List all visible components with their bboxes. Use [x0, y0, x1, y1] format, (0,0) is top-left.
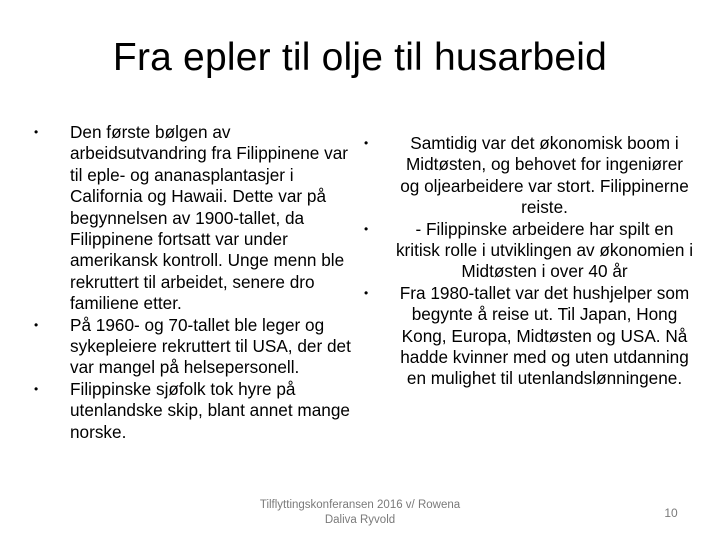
list-item [364, 133, 694, 219]
slide-title: Fra epler til olje til husarbeid [112, 36, 608, 79]
bullet-text: Den første bølgen av arbeidsutvandring fra Filippinene var til eple- og ananasplantasjer i California og Hawaii. Dette var på begynnelsen av 1900-tallet, da Filippinene fortsatt var under amerikansk kontroll. Unge menn ble rekruttert til arbeidet, senere dro familiene etter. [70, 122, 349, 314]
bullet-icon: • [34, 381, 39, 396]
bullet-icon: • [34, 317, 39, 332]
list-item [364, 219, 694, 283]
list-item [34, 122, 352, 315]
left-bullet-list [34, 122, 352, 443]
list-item [34, 315, 352, 379]
bullet-icon: • [364, 285, 369, 300]
list-item [34, 379, 352, 443]
bullet-text: Samtidig var det økonomisk boom i Midtøsten, og behovet for ingeniører og oljearbeidere var stort. Filippinerne reiste. [400, 133, 689, 218]
bullet-icon: • [364, 136, 369, 150]
page-number: 10 [664, 506, 678, 520]
bullet-text: Fra 1980-tallet var det hushjelper som begynte å reise ut. Til Japan, Hong Kong, Europa, Midtøsten og USA. Nå hadde kvinner med og uten utdanning en mulighet til utenlandslønningene. [399, 282, 690, 389]
bullet-icon: • [364, 221, 369, 236]
bullet-text: På 1960- og 70-tallet ble leger og sykepleiere rekruttert til USA, der det var mangel på helsepersonell. [70, 314, 351, 378]
bullet-text: - Filippinske arbeidere har spilt en kritisk rolle i utviklingen av økonomien i Midtøsten i over 40 år [395, 218, 694, 282]
bullet-text: Filippinske sjøfolk tok hyre på utenlandske skip, blant annet mange norske. [70, 378, 350, 442]
right-bullet-list [364, 133, 694, 390]
list-item [364, 283, 694, 390]
slide-footer: Tilflyttingskonferansen 2016 v/ Rowena Daliva Ryvold [259, 499, 461, 526]
bullet-icon: • [34, 125, 39, 139]
